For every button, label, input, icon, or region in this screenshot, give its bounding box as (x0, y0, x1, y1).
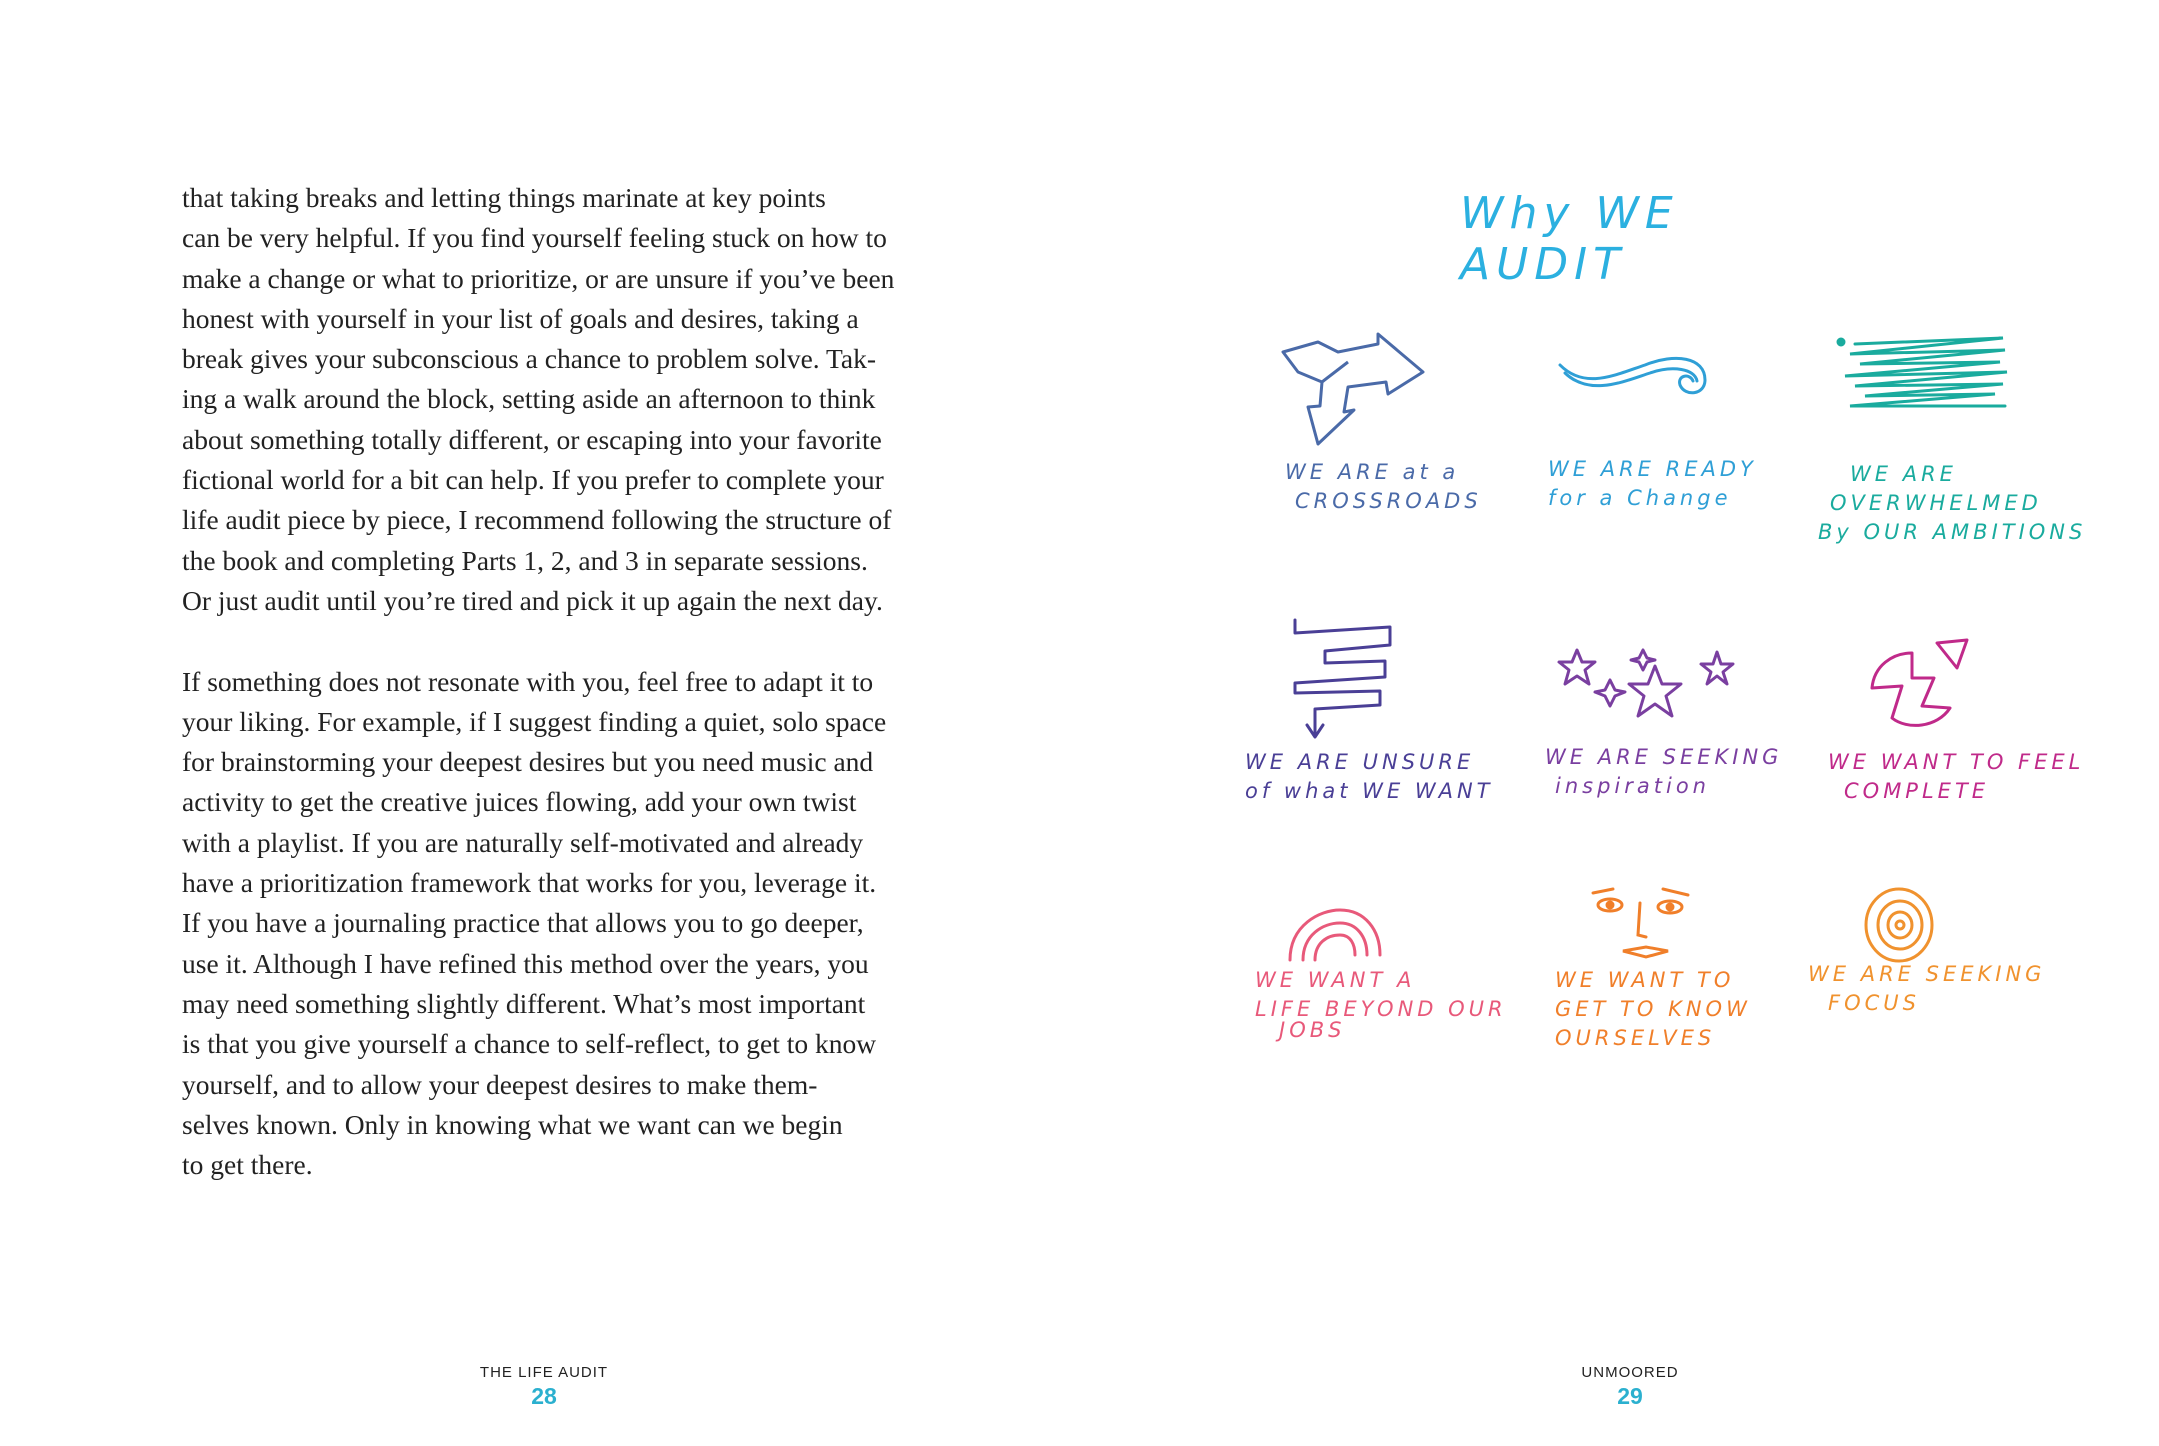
text-line: about something totally different, or escaping into your favorite (182, 423, 882, 455)
caption-line: WE WANT TO FEEL (1828, 750, 2085, 774)
text-line: the book and completing Parts 1, 2, and 3 in separate sessions. (182, 544, 868, 576)
text-line: to get there. (182, 1149, 313, 1181)
text-line: honest with yourself in your list of goals and desires, taking a (182, 302, 859, 334)
caption-know-ourselves (1555, 966, 1751, 1053)
text-line: ing a walk around the block, setting aside an afternoon to think (182, 383, 876, 415)
left-folio (394, 1364, 694, 1410)
text-line: that taking breaks and letting things marinate at key points (182, 182, 826, 213)
caption-overwhelmed (1818, 460, 2086, 547)
text-line: for brainstorming your deepest desires but you need music and (182, 746, 874, 778)
caption-line: WE ARE UNSURE (1245, 750, 1475, 774)
caption-line: WE ARE at a (1285, 460, 1460, 484)
body-text (182, 178, 922, 1185)
text-line: If you have a journaling practice that allows you to go deeper, (182, 907, 864, 939)
broken-circle-icon (1862, 638, 1972, 738)
text-line: life audit piece by piece, I recommend following the structure of (182, 504, 892, 536)
caption-unsure (1245, 748, 1494, 806)
caption-line: GET TO KNOW (1555, 997, 1751, 1021)
page-number: 28 (531, 1383, 557, 1409)
zigzag-arrow-icon (1285, 615, 1400, 740)
text-line: selves known. Only in knowing what we want can we begin (182, 1108, 843, 1140)
text-line: If something does not resonate with you, feel free to adapt it to (182, 665, 874, 697)
text-line: make a change or what to prioritize, or are unsure if you’ve been (182, 262, 895, 294)
caption-complete (1828, 748, 2084, 806)
text-line: activity to get the creative juices flowing, add your own twist (182, 786, 857, 818)
caption-line: WE ARE SEEKING (1808, 962, 2046, 986)
caption-line: WE ARE SEEKING (1545, 745, 1783, 769)
caption-ready-for-change (1548, 455, 1757, 513)
text-line: can be very helpful. If you find yourself feeling stuck on how to (182, 222, 887, 254)
text-line: your liking. For example, if I suggest finding a quiet, solo space (182, 705, 887, 737)
left-page (0, 0, 1079, 1446)
caption-line: OVERWHELMED (1830, 491, 2042, 515)
caption-line: OURSELVES (1555, 1026, 1716, 1050)
stars-icon (1555, 640, 1735, 725)
text-line: Or just audit until you’re tired and pick it up again the next day. (182, 584, 883, 616)
target-spiral-icon (1862, 885, 1937, 965)
caption-line: for a Change (1548, 486, 1732, 510)
text-line: with a playlist. If you are naturally self-motivated and already (182, 826, 864, 858)
crossroads-arrows-icon (1278, 332, 1428, 447)
caption-line: By OUR AMBITIONS (1818, 520, 2087, 544)
illustration-title: Why WE AUDIT (1460, 188, 1679, 290)
caption-line: WE WANT TO (1555, 968, 1735, 992)
caption-focus (1808, 960, 2045, 1018)
caption-line: WE WANT A (1255, 968, 1416, 992)
paragraph-2 (182, 662, 922, 1186)
text-line: yourself, and to allow your deepest desires to make them- (182, 1068, 818, 1100)
caption-life-beyond-jobs (1255, 966, 1507, 1045)
wave-swirl-icon (1555, 345, 1715, 405)
caption-line: of what WE WANT (1245, 779, 1494, 803)
caption-line: COMPLETE (1844, 779, 1990, 803)
text-line: fictional world for a bit can help. If you prefer to complete your (182, 464, 884, 496)
caption-line: JOBS (1279, 1018, 1346, 1042)
caption-line: LIFE BEYOND OUR (1255, 997, 1507, 1021)
text-line: use it. Although I have refined this method over the years, you (182, 947, 869, 979)
page-number: 29 (1617, 1383, 1643, 1409)
text-line: break gives your subconscious a chance to problem solve. Tak- (182, 343, 877, 375)
caption-inspiration (1545, 743, 1782, 801)
scribble-lines-icon (1835, 334, 2010, 414)
right-folio (1480, 1364, 1780, 1410)
caption-line: WE ARE (1850, 462, 1957, 486)
rainbow-icon (1285, 905, 1385, 965)
text-line: have a prioritization framework that works for you, leverage it. (182, 867, 877, 899)
caption-crossroads (1285, 458, 1482, 516)
text-line: is that you give yourself a chance to self-reflect, to get to know (182, 1028, 877, 1060)
caption-line: WE ARE READY (1548, 457, 1757, 481)
paragraph-1 (182, 178, 922, 621)
face-icon (1588, 885, 1698, 965)
caption-line: CROSSROADS (1295, 489, 1482, 513)
caption-line: FOCUS (1828, 991, 1920, 1015)
running-head: UNMOORED (1581, 1364, 1679, 1381)
running-head: THE LIFE AUDIT (479, 1364, 609, 1381)
text-line: may need something slightly different. What’s most important (182, 987, 866, 1019)
caption-line: inspiration (1555, 774, 1710, 798)
